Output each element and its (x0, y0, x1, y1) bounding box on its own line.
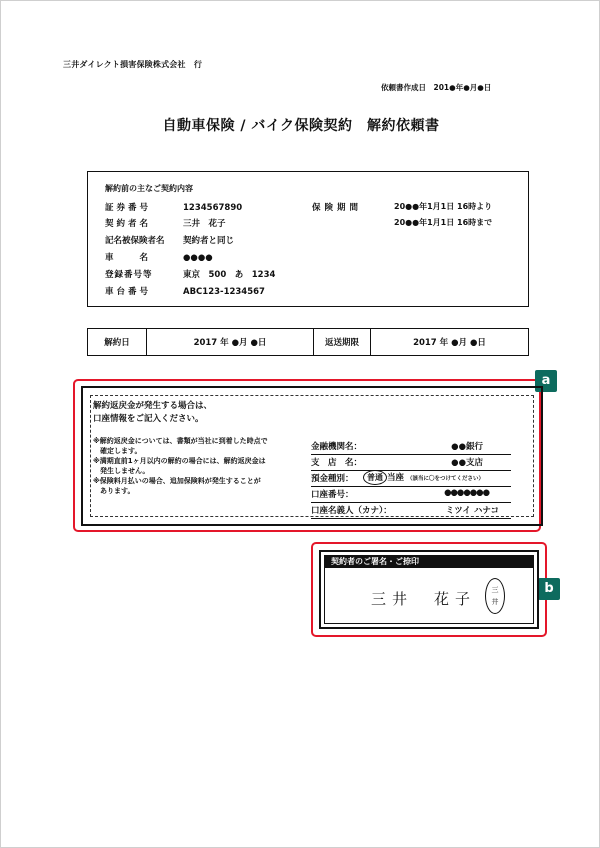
summary-row (105, 217, 226, 229)
account-holder-row (311, 504, 511, 519)
branch-value: ●●支店 (451, 458, 483, 468)
period-to: 20●●年1月1日 16時まで (394, 218, 493, 227)
seal-char: 三 (491, 586, 499, 594)
bank-name-label: 金融機関名： (311, 442, 363, 452)
row-value: ●●●● (183, 253, 213, 263)
row-value: 契約者と同じ (183, 236, 235, 246)
signature-name: 三井 花子 (371, 590, 477, 608)
note-line: ※解約返戻金については、書類が当社に到着した時点で (93, 437, 268, 445)
contract-summary-box (87, 171, 529, 307)
dates-table (87, 328, 529, 356)
summary-row (105, 268, 275, 280)
bank-name-value: ●●銀行 (451, 442, 483, 452)
account-number-label: 口座番号： (311, 490, 354, 500)
refund-notes (93, 436, 268, 496)
account-type-options (363, 470, 484, 485)
return-deadline-value: 2017 年 ●月 ●日 (413, 338, 486, 348)
summary-row (105, 285, 265, 297)
account-holder-value: ミツイ ハナコ (445, 506, 499, 516)
row-value: 1234567890 (183, 203, 243, 213)
created-date: 依頼書作成日 201●年●月●日 (381, 83, 492, 92)
account-type-label: 預金種別： (311, 474, 354, 484)
row-label: 車 名 (105, 253, 152, 263)
bank-name-row (311, 440, 511, 455)
summary-row (105, 251, 213, 263)
summary-row (105, 234, 234, 246)
seal-stamp-icon (485, 578, 505, 614)
account-number-row (311, 488, 511, 503)
refund-heading-line: 口座情報をご記入ください。 (93, 414, 204, 424)
signature-box (319, 550, 539, 629)
cancel-date-value: 2017 年 ●月 ●日 (147, 329, 314, 355)
row-label: 記名被保険者名 (105, 236, 165, 246)
account-holder-label: 口座名義人（カナ）： (311, 506, 392, 516)
account-type-row (311, 472, 511, 487)
note-line: 確定します。 (93, 447, 142, 455)
refund-heading-line: 解約返戻金が発生する場合は、 (93, 401, 213, 411)
branch-label: 支 店 名： (311, 458, 363, 468)
seal-char: 井 (491, 598, 499, 606)
row-value: 東京 500 あ 1234 (183, 270, 276, 280)
row-value: 三井 花子 (183, 219, 226, 229)
refund-heading (93, 400, 212, 426)
note-line: あります。 (93, 487, 135, 495)
account-type-futsu-circled: 普通 (363, 470, 387, 485)
summary-header: 解約前の主なご契約内容 (105, 184, 193, 193)
branch-row (311, 456, 511, 471)
period-label: 保険期間 (312, 203, 363, 213)
cancel-date-label: 解約日 (88, 329, 147, 355)
badge-b: b (538, 578, 560, 600)
period-from: 20●●年1月1日 16時より (394, 202, 493, 211)
row-label: 車台番号 (105, 287, 152, 297)
account-type-note: （該当に〇をつけてください） (406, 476, 484, 482)
return-deadline-label: 返送期限 (314, 329, 371, 355)
refund-account-box (81, 386, 543, 526)
document-title: 自動車保険 / バイク保険契約 解約依頼書 (162, 118, 440, 134)
summary-row (105, 201, 242, 213)
note-line: ※満期直前1ヶ月以内の解約の場合には、解約返戻金は (93, 457, 266, 465)
addressee: 三井ダイレクト損害保険株式会社 行 (63, 60, 203, 69)
account-type-toza: 当座 (387, 473, 405, 483)
note-line: 発生しません。 (93, 467, 150, 475)
row-label: 証券番号 (105, 203, 152, 213)
account-number-value: ●●●●●●● (444, 488, 489, 498)
signature-header: 契約者のご署名・ご捺印 (325, 556, 533, 568)
badge-a: a (535, 370, 557, 392)
row-value: ABC123-1234567 (183, 287, 265, 297)
note-line: ※保険料月払いの場合、追加保険料が発生することが (93, 477, 261, 485)
row-label: 契約者名 (105, 219, 152, 229)
row-label: 登録番号等 (105, 270, 153, 280)
